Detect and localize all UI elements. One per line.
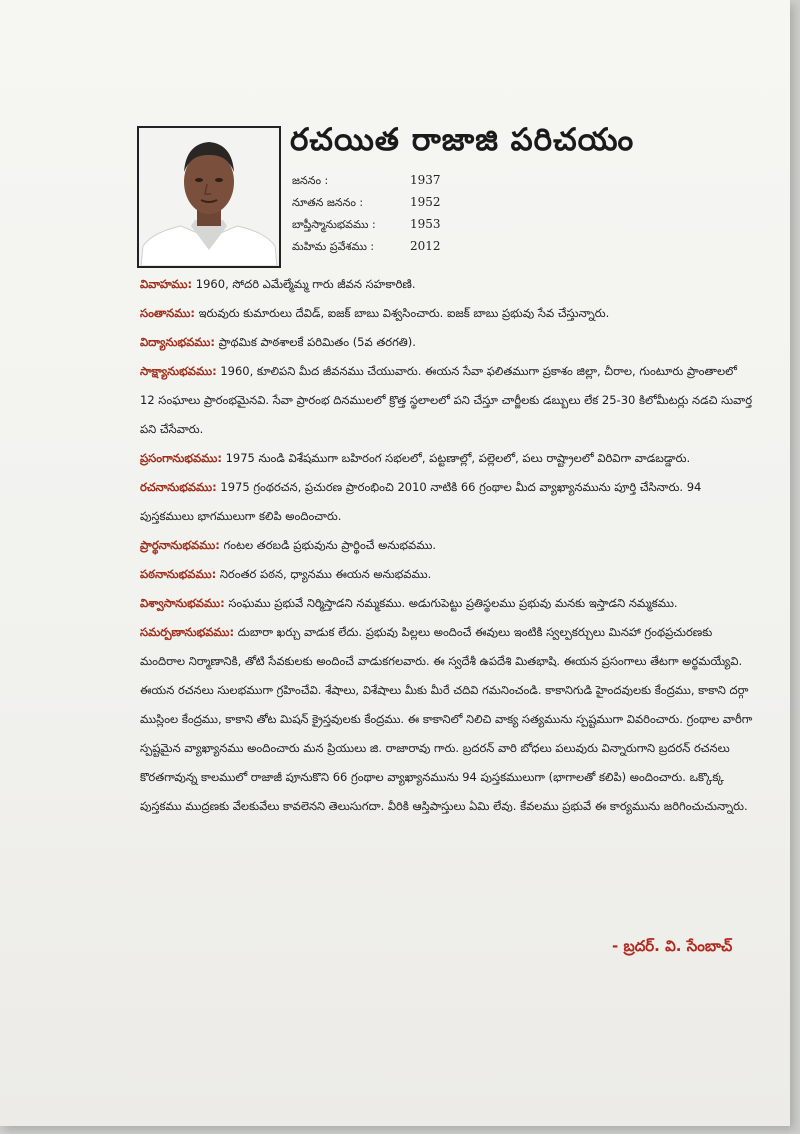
fact-label: నూతన జననం :: [292, 196, 364, 209]
paragraph-prayer: [140, 531, 754, 560]
paragraph-label: రచనానుభవము:: [140, 480, 217, 494]
fact-baptism: [292, 218, 592, 240]
paragraph-text: ప్రాథమిక పాఠశాలకే పరిమితం (5వ తరగతి).: [215, 335, 416, 349]
paragraph-text: దుబారా ఖర్చు వాడుక లేదు. ప్రభువు పిల్లలు అందించే ఈవులు ఇంటికి స్వల్పకర్చులు మినహా గ్రంథప్రచురణకు మందిరాల నిర్మాణానికి, తోటి సేవకులకు అందించే వాడుకగలవారు. ఈ స్వదేశీ ఉపదేశి మితభాషి. ఈయన ప్రసంగాలు తేటగా అర్థమయ్యేవి. ఈయన రచనలు సులభముగా గ్రహించేవి. శేషాలు, విశేషాలు మీకు మీరే చదివి గమనించండి. కాకానిగుడి హైందవులకు కేంద్రము, కాకాని దర్గా ముస్లింల కేంద్రము, కాకాని తోట మిషన్ క్రైస్తవులకు కేంద్రము. ఈ కాకానిలో నిలిచి వాక్య సత్యమును స్పష్టముగా వివరించారు. గ్రంథాల వారీగా స్పష్టమైన వ్యాఖ్యానము అందించారు మన ప్రియులు జి. రాజారావు గారు. బ్రదరన్ వారి బోధలు పలువురు విన్నారుగాని బ్రదరన్ రచనలు కొరతగావున్న కాలములో రాజాజీ పూనుకొని 66 గ్రంథాల వ్యాఖ్యానమును 94 పుస్తకములుగా (భాగాలతో కలిపి) అందించారు. ఒక్కొక్క పుస్తకము ముద్రణకు వేలకువేలు కావలెనని తెలుసుగదా. వీరికి ఆస్తిపాస్తులు ఏమి లేవు. కేవలము ప్రభువే ఈ కార్యమును జరిగించుచున్నారు.: [140, 625, 753, 813]
paragraph-label: విశ్వాసానుభవము:: [140, 596, 225, 610]
signature: - బ్రదర్. వి. సేంబాచ్: [612, 937, 733, 955]
fact-new-birth: [292, 196, 592, 218]
paragraph-writing: [140, 473, 754, 531]
paragraph-label: విద్యానుభవము:: [140, 335, 216, 349]
paragraph-text: నిరంతర పఠన, ధ్యానము ఈయన అనుభవము.: [216, 567, 432, 581]
paragraph-label: ప్రసంగానుభవము:: [140, 451, 222, 465]
paragraph-label: పఠనానుభవము:: [140, 567, 217, 581]
paragraph-text: గంటల తరబడి ప్రభువును ప్రార్థించే అనుభవము.: [219, 538, 437, 552]
paragraph-label: ప్రార్థనానుభవము:: [140, 538, 220, 552]
paragraph-label: సాక్ష్యానుభవము:: [140, 364, 217, 378]
author-photo: [137, 126, 281, 268]
paragraph-label: సంతానము:: [140, 306, 195, 320]
paragraph-reading: [140, 560, 754, 589]
paragraph-text: ఇరువురు కుమారులు దేవిడ్, ఐజక్ బాబు విశ్వసించారు. ఐజక్ బాబు ప్రభువు సేవ చేస్తున్నారు.: [194, 306, 610, 320]
paragraph-marriage: [140, 270, 754, 299]
fact-birth: [292, 174, 592, 196]
fact-value: 2012: [410, 239, 441, 253]
paragraph-testimony: [140, 357, 754, 444]
paragraph-label: వివాహము:: [140, 277, 193, 291]
fact-value: 1952: [410, 195, 441, 209]
fact-label: మహిమ ప్రవేశము :: [292, 240, 375, 253]
paragraph-dedication: [140, 618, 754, 821]
paragraph-label: సమర్పణానుభవము:: [140, 625, 235, 639]
paragraph-text: 1960, కూలిపని మీద జీవనము చేయువారు. ఈయన సేవా ఫలితముగా ప్రకాశం జిల్లా, చీరాల, గుంటూరు ప్రాంతాలలో 12 సంఘాలు ప్రారంభమైనవి. సేవా ప్రారంభ దినములలో క్రొత్త స్థలాలలో పని చేస్తూ చార్జీలకు డబ్బులు లేక 25-30 కిలోమీటర్లు నడచి సువార్త పని చేసేవారు.: [140, 364, 753, 436]
paragraph-preaching: [140, 444, 754, 473]
paragraph-education: [140, 328, 754, 357]
paragraph-text: సంఘము ప్రభువే నిర్మిస్తాడని నమ్మకము. అడుగుపెట్టు ప్రతిస్థలము ప్రభువు మనకు ఇస్తాడని నమ్మకము.: [224, 596, 678, 610]
fact-value: 1953: [410, 217, 441, 231]
biography-text: [140, 270, 754, 821]
page-title: రచయిత రాజాజి పరిచయం: [290, 122, 635, 158]
author-facts: [292, 174, 592, 262]
paragraph-text: 1975 గ్రంథరచన, ప్రచురణ ప్రారంభించి 2010 నాటికి 66 గ్రంథాల మీద వ్యాఖ్యానమును పూర్తి చేసినారు. 94 పుస్తకములు భాగములుగా కలిపి అందించారు.: [140, 480, 702, 523]
paragraph-children: [140, 299, 754, 328]
fact-label: జననం :: [292, 174, 329, 187]
paragraph-text: 1975 నుండి విశేషముగా బహిరంగ సభలలో, పట్టణాల్లో, పల్లెలలో, పలు రాష్ట్రాలలో విరివిగా వాడబడ్డారు.: [221, 451, 691, 465]
paragraph-faith: [140, 589, 754, 618]
fact-glory: [292, 240, 592, 262]
fact-value: 1937: [410, 173, 441, 187]
fact-label: బాప్తీస్మానుభవము :: [292, 218, 376, 231]
author-portrait-icon: [139, 128, 279, 266]
paragraph-text: 1960, సోదరి ఎమేల్మేమ్మ గారు జీవన సహకారిణి.: [192, 277, 416, 291]
